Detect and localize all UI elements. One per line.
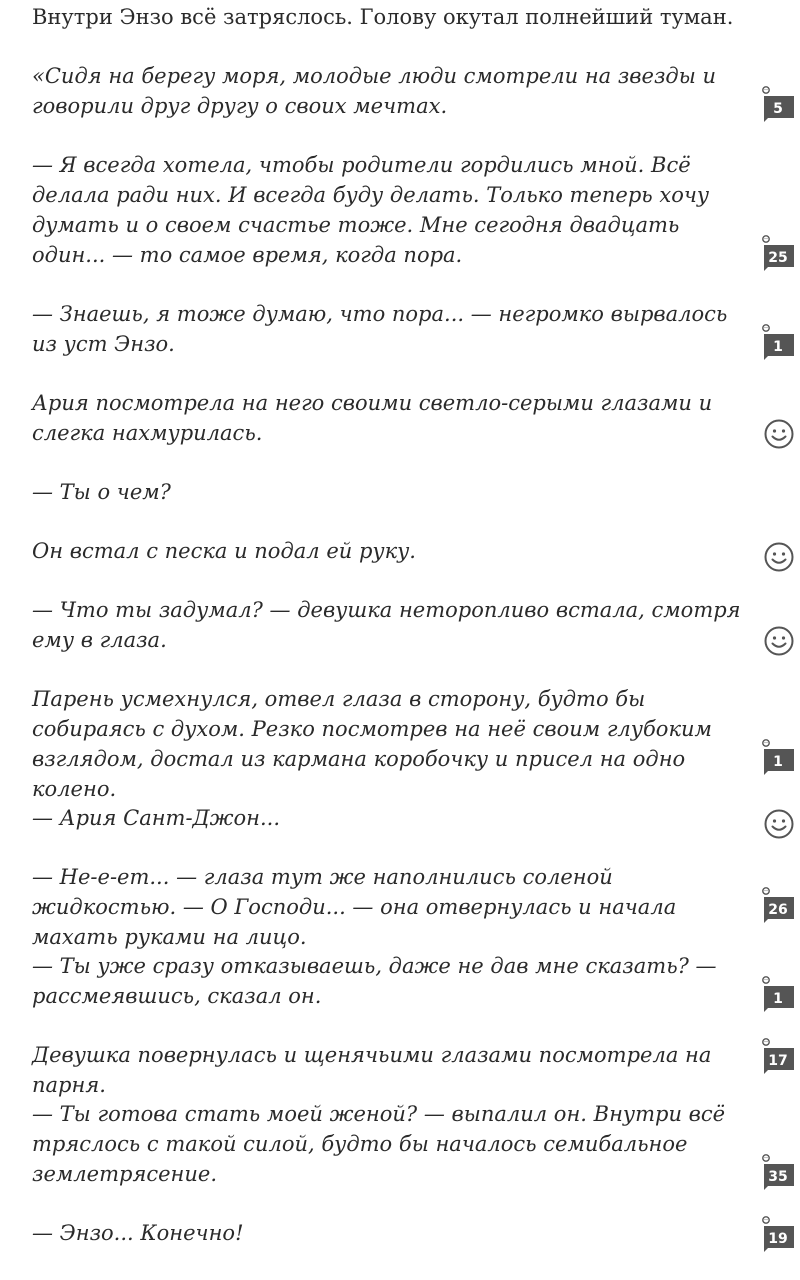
paragraph: — Не-е-ет... — глаза тут же наполнились соленой жидкостью. — О Господи... — она отвернулась и начала махать руками на лицо. — [32, 865, 677, 949]
paragraph: Он встал с песка и подал ей руку. — [32, 539, 416, 563]
inline-comment-button[interactable] — [760, 1038, 796, 1074]
paragraph: Девушка повернулась и щенячьими глазами посмотрела на парня. — [32, 1043, 712, 1097]
comment-count: 19 — [768, 1231, 788, 1247]
comment-count: 25 — [768, 250, 788, 266]
paragraph: — Ты уже сразу отказываешь, даже не дав мне сказать? — рассмеявшись, сказал он. — [32, 954, 717, 1008]
smiley-icon — [763, 808, 795, 840]
comment-count: 1 — [773, 339, 783, 355]
inline-comment-button[interactable] — [760, 976, 796, 1012]
smiley-icon — [763, 625, 795, 657]
paragraph: — Энзо... Конечно! — [32, 1221, 244, 1245]
comment-count: 17 — [768, 1053, 788, 1069]
add-reaction-button[interactable] — [763, 418, 795, 450]
comment-count: 1 — [773, 754, 783, 770]
comment-count: 26 — [768, 902, 788, 918]
inline-comment-button[interactable] — [760, 887, 796, 923]
paragraph: — Знаешь, я тоже думаю, что пора... — негромко вырвалось из уст Энзо. — [32, 302, 728, 356]
paragraph: «Сидя на берегу моря, молодые люди смотрели на звезды и говорили друг другу о своих мечтах. — [32, 64, 717, 118]
paragraph: — Ты готова стать моей женой? — выпалил он. Внутри всё тряслось с такой силой, будто бы началось семибальное землетрясение. — [32, 1102, 726, 1186]
add-reaction-button[interactable] — [763, 625, 795, 657]
inline-comment-button[interactable] — [760, 739, 796, 775]
inline-comment-button[interactable] — [760, 235, 796, 271]
inline-comment-button[interactable] — [760, 324, 796, 360]
comment-count: 1 — [773, 991, 783, 1007]
paragraph: Парень усмехнулся, отвел глаза в сторону, будто бы собираясь с духом. Резко посмотрев на неё своим глубоким взглядом, достал из кармана коробочку и присел на одно колено. — [32, 687, 712, 801]
inline-comment-button[interactable] — [760, 86, 796, 122]
inline-comment-button[interactable] — [760, 1216, 796, 1252]
add-reaction-button[interactable] — [763, 808, 795, 840]
smiley-icon — [763, 418, 795, 450]
paragraph: — Ария Сант-Джон... — [32, 806, 281, 830]
comment-count: 5 — [773, 101, 783, 117]
add-reaction-button[interactable] — [763, 541, 795, 573]
inline-comment-button[interactable] — [760, 1154, 796, 1190]
comment-count: 35 — [768, 1169, 788, 1185]
paragraph: — Я всегда хотела, чтобы родители гордились мной. Всё делала ради них. И всегда буду делать. Только теперь хочу думать и о своем счастье тоже. Мне сегодня двадцать один... — то самое время, когда пора. — [32, 153, 710, 267]
smiley-icon — [763, 541, 795, 573]
paragraph: — Ты о чем? — [32, 480, 171, 504]
paragraph: — Что ты задумал? — девушка неторопливо встала, смотря ему в глаза. — [32, 598, 741, 652]
paragraph: Ария посмотрела на него своими светло-серыми глазами и слегка нахмурилась. — [32, 391, 713, 445]
paragraph: Внутри Энзо всё затряслось. Голову окутал полнейший туман. — [32, 5, 734, 29]
